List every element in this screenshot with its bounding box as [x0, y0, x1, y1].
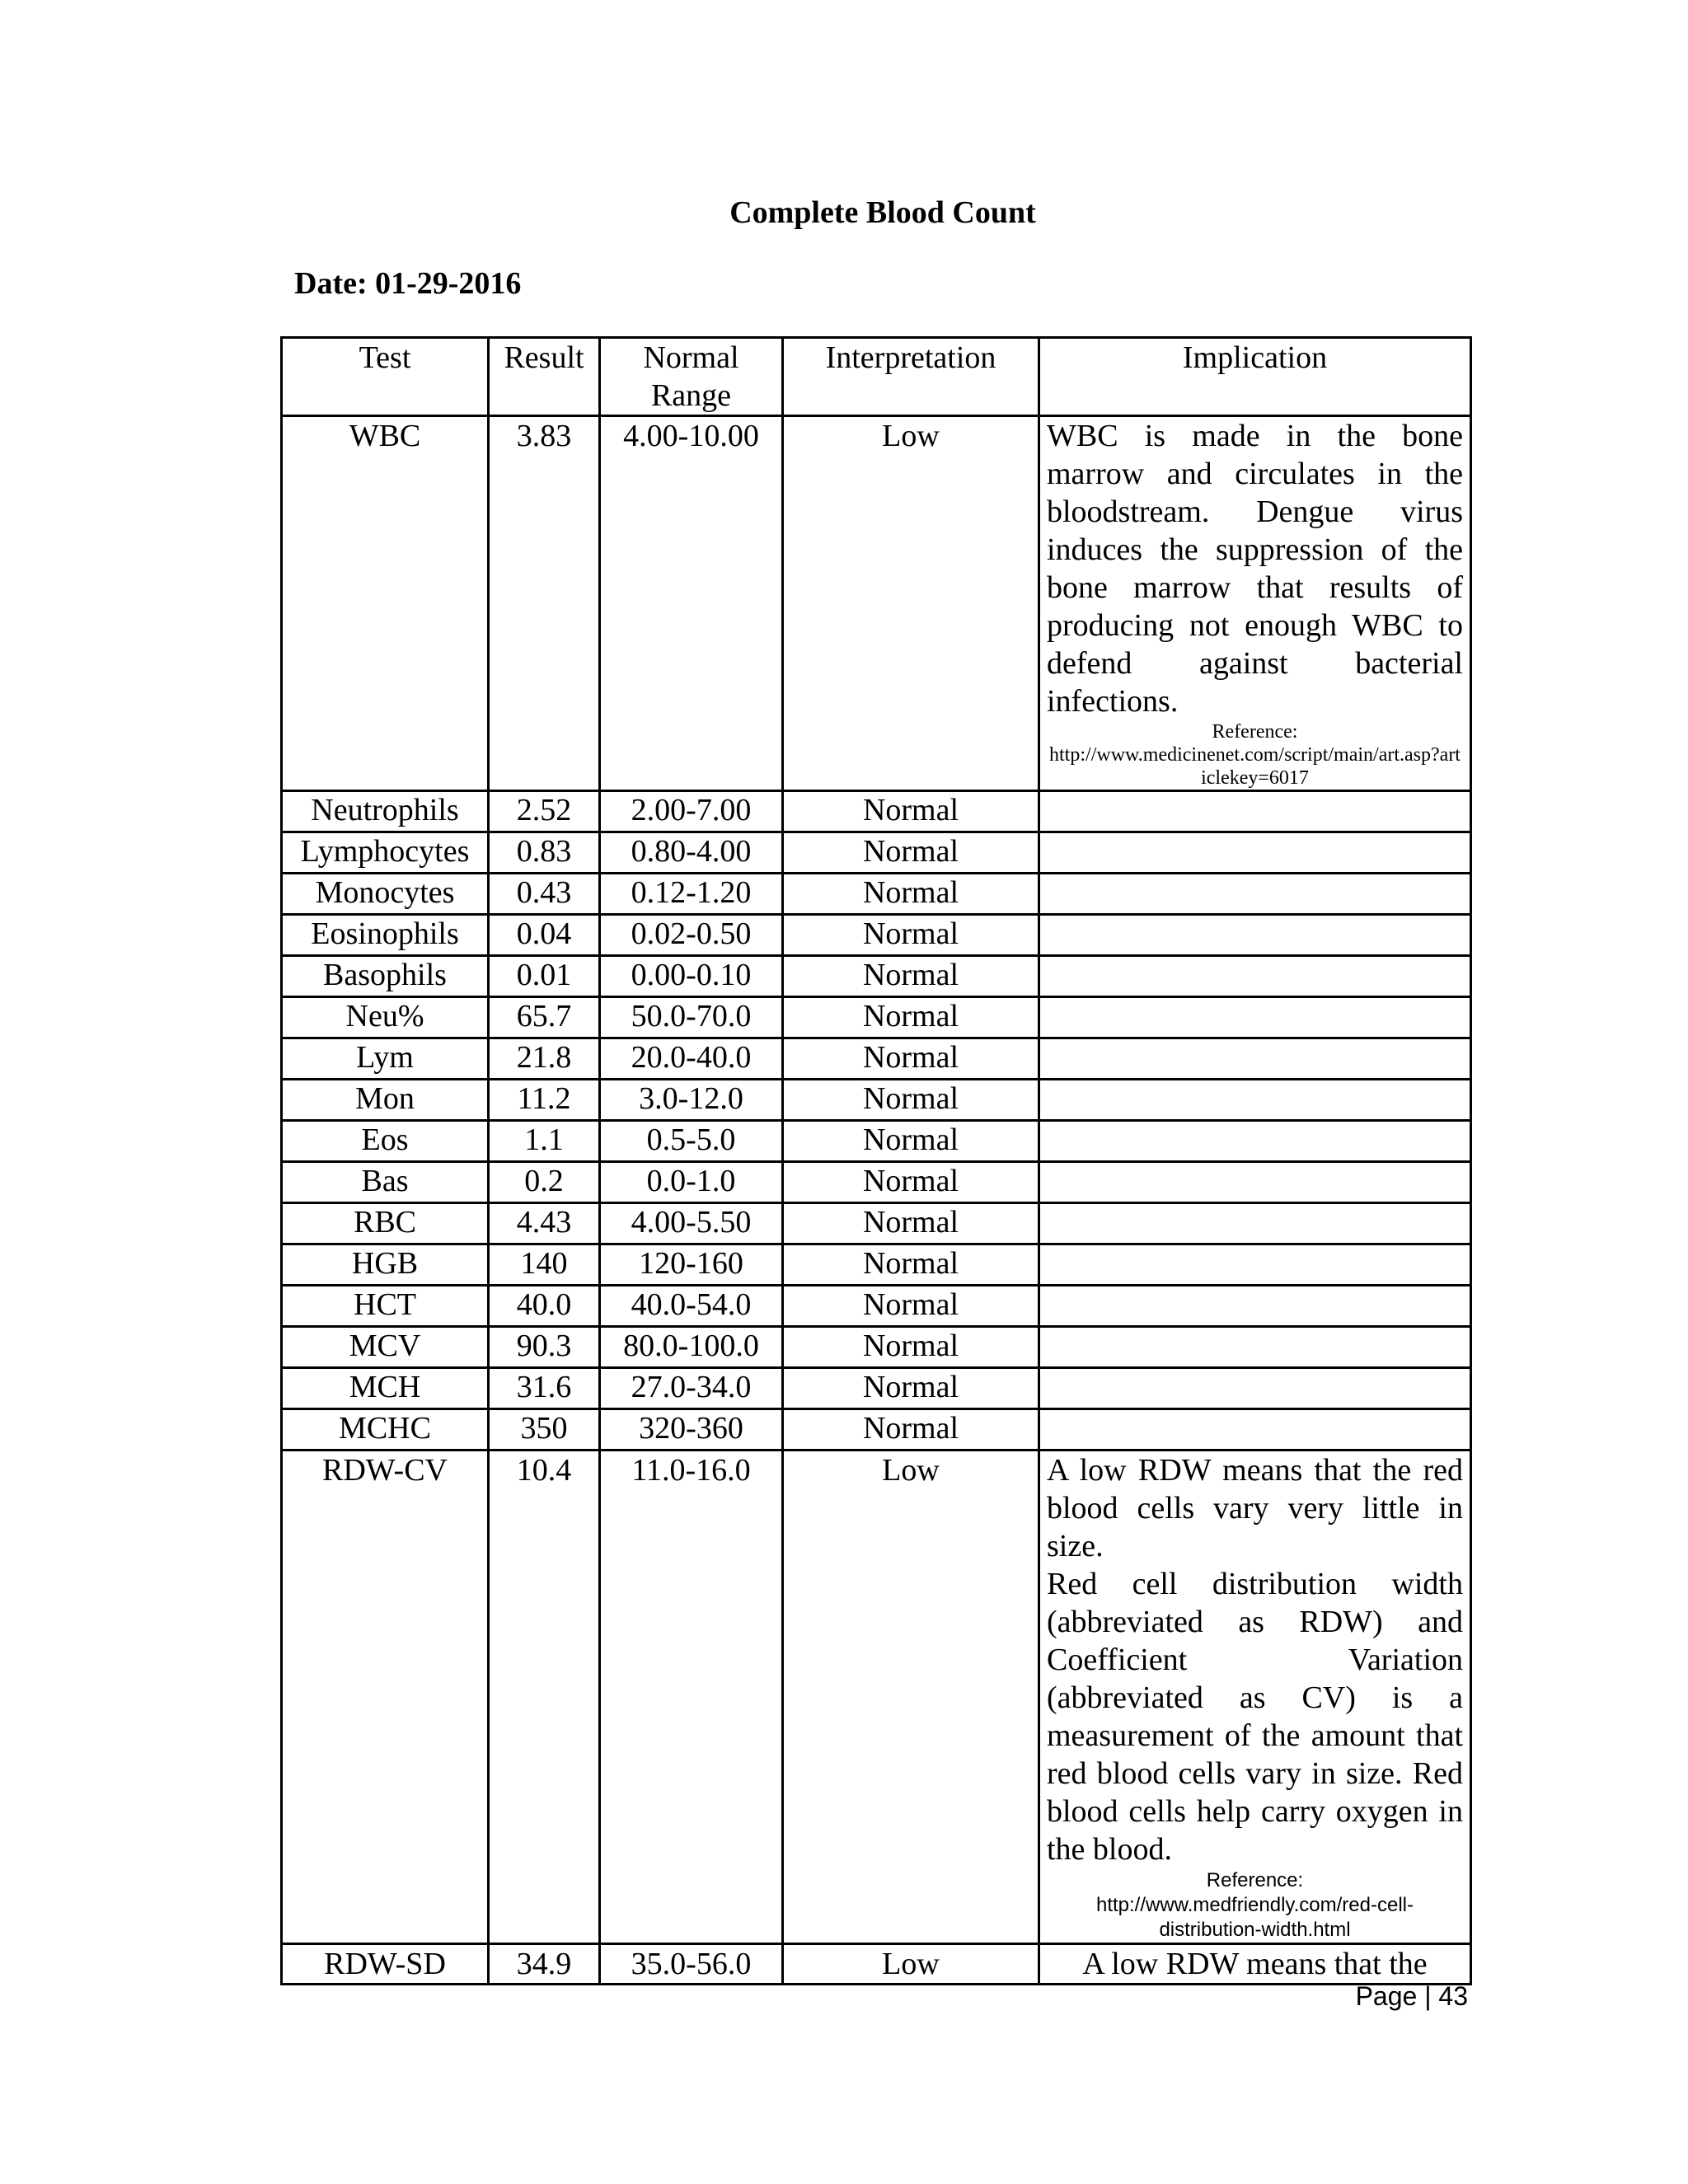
- test-interpretation: Normal: [783, 1121, 1039, 1162]
- reference-label: Reference:: [1206, 1869, 1304, 1891]
- test-result: 90.3: [489, 1327, 600, 1368]
- test-interpretation: Normal: [783, 1203, 1039, 1244]
- test-normal-range: 0.5-5.0: [600, 1121, 783, 1162]
- test-implication: [1039, 915, 1471, 956]
- test-interpretation: Normal: [783, 997, 1039, 1038]
- header-normal-range: Normal Range: [600, 338, 783, 416]
- test-name: MCHC: [282, 1409, 489, 1451]
- test-normal-range: 0.80-4.00: [600, 832, 783, 874]
- reference-label: Reference:: [1212, 721, 1298, 743]
- test-normal-range: 40.0-54.0: [600, 1286, 783, 1327]
- table-row: [282, 1121, 1471, 1162]
- page-number: Page | 43: [1355, 1981, 1468, 2011]
- test-name: MCV: [282, 1327, 489, 1368]
- implication-text: A low RDW means that the red blood cells vary very little in size.: [1047, 1453, 1463, 1563]
- test-normal-range: 3.0-12.0: [600, 1080, 783, 1121]
- table-row: [282, 1080, 1471, 1121]
- test-result: 65.7: [489, 997, 600, 1038]
- test-interpretation: Normal: [783, 915, 1039, 956]
- test-interpretation: Normal: [783, 956, 1039, 997]
- implication-text: WBC is made in the bone marrow and circulates in the bloodstream. Dengue virus induces the suppression of the bone marrow that results of producing not enough WBC to defend against bacterial infections.: [1047, 419, 1463, 719]
- test-name: MCH: [282, 1368, 489, 1409]
- test-normal-range: 11.0-16.0: [600, 1451, 783, 1944]
- test-result: 0.04: [489, 915, 600, 956]
- test-name: Mon: [282, 1080, 489, 1121]
- test-interpretation: Normal: [783, 1286, 1039, 1327]
- document-title: Complete Blood Count: [729, 195, 1036, 230]
- table-row-rdw-cv: [282, 1451, 1471, 1944]
- test-normal-range: 320-360: [600, 1409, 783, 1451]
- test-implication: [1039, 1368, 1471, 1409]
- table-row: [282, 1038, 1471, 1080]
- test-implication: [1039, 1162, 1471, 1203]
- test-name: Bas: [282, 1162, 489, 1203]
- test-normal-range: 0.12-1.20: [600, 874, 783, 915]
- test-result: 4.43: [489, 1203, 600, 1244]
- test-interpretation: Normal: [783, 874, 1039, 915]
- test-name: Lym: [282, 1038, 489, 1080]
- test-implication: A low RDW means that the: [1039, 1944, 1471, 1985]
- table-row: [282, 874, 1471, 915]
- test-normal-range: 27.0-34.0: [600, 1368, 783, 1409]
- test-implication: [1039, 1121, 1471, 1162]
- header-interpretation: Interpretation: [783, 338, 1039, 416]
- test-result: 2.52: [489, 791, 600, 832]
- test-name: RDW-SD: [282, 1944, 489, 1985]
- test-normal-range: 20.0-40.0: [600, 1038, 783, 1080]
- test-result: 0.01: [489, 956, 600, 997]
- test-normal-range: 2.00-7.00: [600, 791, 783, 832]
- table-row: [282, 791, 1471, 832]
- test-normal-range: 0.02-0.50: [600, 915, 783, 956]
- test-normal-range: 4.00-10.00: [600, 416, 783, 791]
- test-name: RBC: [282, 1203, 489, 1244]
- test-implication: [1039, 832, 1471, 874]
- test-implication: [1039, 1244, 1471, 1286]
- test-implication: [1039, 874, 1471, 915]
- test-implication: [1039, 1327, 1471, 1368]
- test-result: 34.9: [489, 1944, 600, 1985]
- test-name: WBC: [282, 416, 489, 791]
- test-name: Neu%: [282, 997, 489, 1038]
- test-interpretation: Normal: [783, 791, 1039, 832]
- header-test: Test: [282, 338, 489, 416]
- test-name: Eos: [282, 1121, 489, 1162]
- table-row: [282, 1409, 1471, 1451]
- table-row: [282, 997, 1471, 1038]
- test-result: 31.6: [489, 1368, 600, 1409]
- test-result: 0.2: [489, 1162, 600, 1203]
- test-interpretation: Normal: [783, 1038, 1039, 1080]
- table-row: [282, 1203, 1471, 1244]
- test-result: 21.8: [489, 1038, 600, 1080]
- test-result: 40.0: [489, 1286, 600, 1327]
- table-row: [282, 1327, 1471, 1368]
- test-result: 0.43: [489, 874, 600, 915]
- test-result: 3.83: [489, 416, 600, 791]
- test-interpretation: Normal: [783, 1409, 1039, 1451]
- test-result: 1.1: [489, 1121, 600, 1162]
- table-row: [282, 1286, 1471, 1327]
- test-interpretation: Normal: [783, 832, 1039, 874]
- test-interpretation: Normal: [783, 1327, 1039, 1368]
- table-row: [282, 1368, 1471, 1409]
- test-normal-range: 0.0-1.0: [600, 1162, 783, 1203]
- test-name: Basophils: [282, 956, 489, 997]
- test-normal-range: 35.0-56.0: [600, 1944, 783, 1985]
- test-implication: [1039, 1409, 1471, 1451]
- test-implication: [1039, 1286, 1471, 1327]
- table-row-rdw-sd: [282, 1944, 1471, 1985]
- test-name: Neutrophils: [282, 791, 489, 832]
- test-name: Monocytes: [282, 874, 489, 915]
- test-interpretation: Normal: [783, 1080, 1039, 1121]
- reference-url: http://www.medicinenet.com/script/main/art.asp?articlekey=6017: [1049, 744, 1461, 789]
- test-name: Eosinophils: [282, 915, 489, 956]
- header-implication: Implication: [1039, 338, 1471, 416]
- test-implication: [1039, 791, 1471, 832]
- test-name: HGB: [282, 1244, 489, 1286]
- test-implication: [1039, 1451, 1471, 1944]
- test-normal-range: 80.0-100.0: [600, 1327, 783, 1368]
- test-interpretation: Normal: [783, 1162, 1039, 1203]
- test-interpretation: Normal: [783, 1244, 1039, 1286]
- table-row: [282, 915, 1471, 956]
- test-interpretation: Low: [783, 1451, 1039, 1944]
- table-row: [282, 832, 1471, 874]
- test-result: 350: [489, 1409, 600, 1451]
- test-implication: [1039, 416, 1471, 791]
- test-result: 11.2: [489, 1080, 600, 1121]
- table-row: [282, 1162, 1471, 1203]
- reference-url: http://www.medfriendly.com/red-cell-distribution-width.html: [1095, 1894, 1414, 1941]
- implication-text: Red cell distribution width (abbreviated as RDW) and Coefficient Variation (abbreviated as CV) is a measurement of the amount that red blood cells vary in size. Red blood cells help carry oxygen in the blood.: [1047, 1567, 1463, 1867]
- test-normal-range: 0.00-0.10: [600, 956, 783, 997]
- test-implication: [1039, 1080, 1471, 1121]
- test-name: Lymphocytes: [282, 832, 489, 874]
- test-implication: [1039, 997, 1471, 1038]
- table-header-row: [282, 338, 1471, 416]
- table-row: [282, 1244, 1471, 1286]
- test-interpretation: Low: [783, 1944, 1039, 1985]
- report-date: Date: 01-29-2016: [294, 266, 522, 301]
- cbc-results-table: [280, 336, 1472, 1985]
- test-result: 140: [489, 1244, 600, 1286]
- header-result: Result: [489, 338, 600, 416]
- test-normal-range: 4.00-5.50: [600, 1203, 783, 1244]
- test-implication: [1039, 1038, 1471, 1080]
- table-row-wbc: [282, 416, 1471, 791]
- test-interpretation: Normal: [783, 1368, 1039, 1409]
- test-interpretation: Low: [783, 416, 1039, 791]
- test-implication: [1039, 956, 1471, 997]
- table-row: [282, 956, 1471, 997]
- test-implication: [1039, 1203, 1471, 1244]
- test-normal-range: 120-160: [600, 1244, 783, 1286]
- test-name: HCT: [282, 1286, 489, 1327]
- test-name: RDW-CV: [282, 1451, 489, 1944]
- test-result: 10.4: [489, 1451, 600, 1944]
- test-normal-range: 50.0-70.0: [600, 997, 783, 1038]
- test-result: 0.83: [489, 832, 600, 874]
